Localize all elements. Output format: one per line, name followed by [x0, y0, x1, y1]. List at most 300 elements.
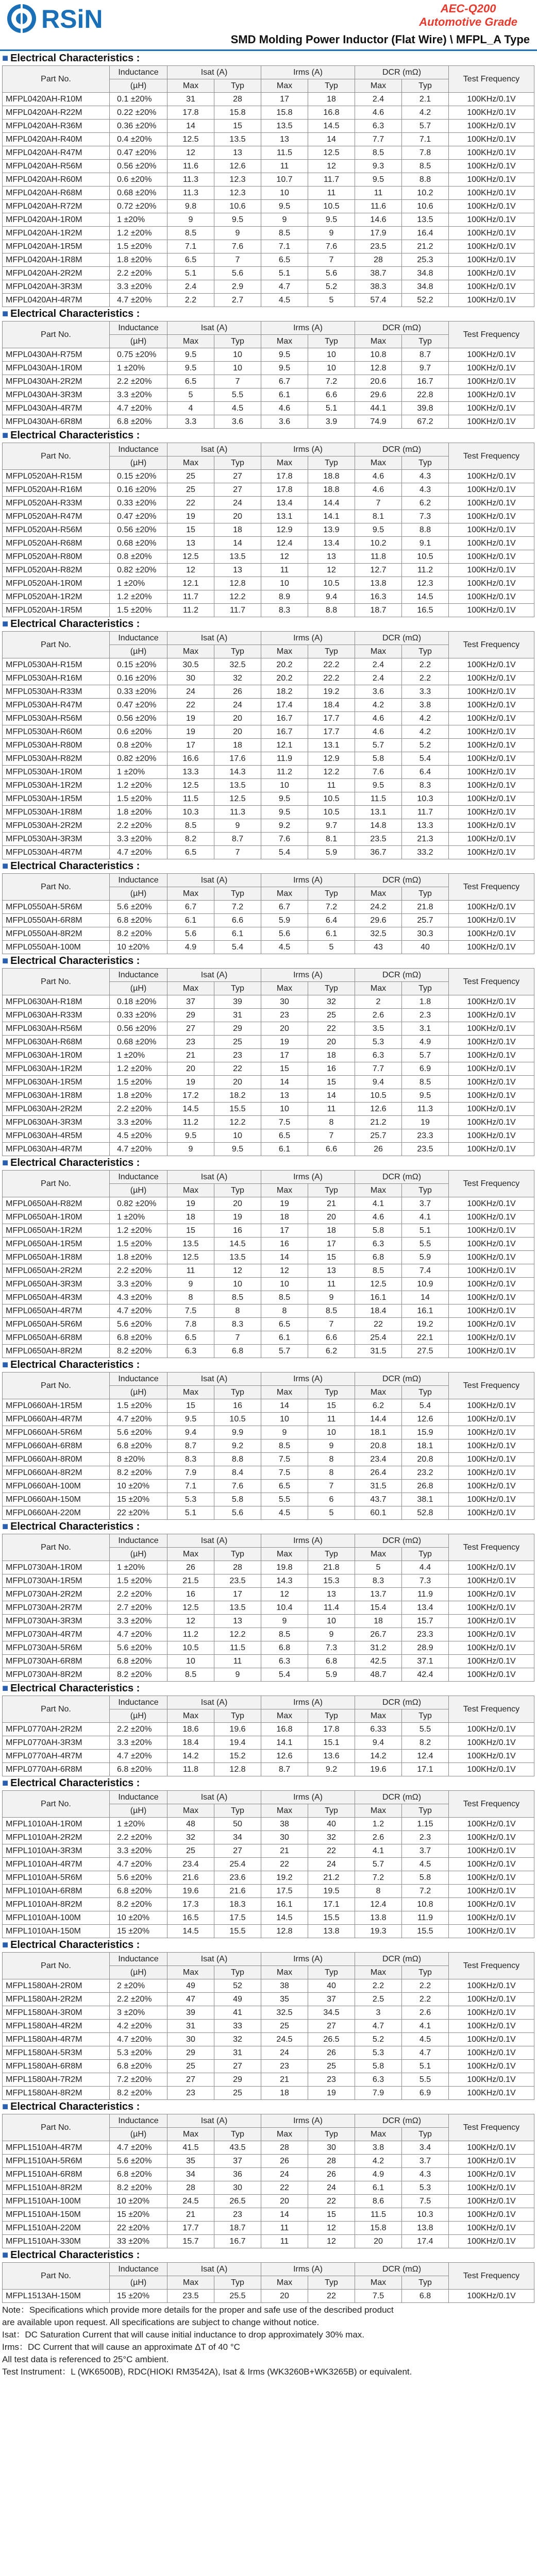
table-cell: 100KHz/0.1V	[449, 1049, 534, 1062]
table-cell: 22.2	[308, 672, 355, 685]
typ-header: Typ	[402, 2128, 449, 2141]
table-cell: 5.9	[261, 914, 308, 927]
table-cell: 5.4	[402, 1399, 449, 1413]
table-cell: 7	[214, 1331, 261, 1345]
table-cell: 19	[167, 1197, 214, 1211]
table-cell: 4.7	[402, 2046, 449, 2060]
table-cell: 6.8	[355, 1251, 402, 1264]
table-cell: 3.4	[402, 2141, 449, 2155]
table-cell: 6.8 ±20%	[110, 1763, 167, 1776]
table-cell: 10.3	[402, 2208, 449, 2222]
table-cell: 28	[214, 93, 261, 106]
electrical-characteristics-table	[2, 1952, 534, 2100]
test-frequency-header: Test Frequency	[449, 632, 534, 658]
table-cell: 11.4	[308, 1601, 355, 1615]
table-row	[3, 590, 534, 604]
table-cell: 12	[308, 564, 355, 577]
table-cell: 5.6 ±20%	[110, 1318, 167, 1331]
table-cell: 17.9	[355, 227, 402, 240]
table-cell: 31.5	[355, 1480, 402, 1493]
max-header: Max	[167, 1709, 214, 1723]
table-row	[3, 1304, 534, 1318]
table-row	[3, 470, 534, 483]
table-cell: 31	[167, 2020, 214, 2033]
table-cell: 5.4	[214, 941, 261, 954]
typ-header: Typ	[402, 456, 449, 470]
table-cell: 0.8 ±20%	[110, 739, 167, 752]
table-cell: 22.1	[402, 1331, 449, 1345]
table-cell: 12.6	[214, 160, 261, 173]
max-header: Max	[167, 1804, 214, 1818]
table-cell: 6.6	[214, 914, 261, 927]
table-cell: 19	[167, 1076, 214, 1089]
table-cell: 14.5	[402, 590, 449, 604]
table-cell: 22	[261, 1858, 308, 1871]
part-no-header: Part No.	[3, 1534, 110, 1561]
table-cell: 16.7	[402, 375, 449, 388]
table-cell: 100KHz/0.1V	[449, 200, 534, 213]
table-cell: 6.8 ±20%	[110, 415, 167, 429]
table-cell: 6.8 ±20%	[110, 1331, 167, 1345]
table-row	[3, 2195, 534, 2208]
table-cell: MFPL0420AH-3R3M	[3, 280, 110, 294]
table-cell: 25	[167, 470, 214, 483]
table-cell: MFPL0420AH-R72M	[3, 200, 110, 213]
table-cell: MFPL0770AH-4R7M	[3, 1750, 110, 1763]
table-cell: 18.7	[355, 604, 402, 617]
sections-container	[0, 52, 537, 2378]
table-cell: 10	[214, 1278, 261, 1291]
table-cell: MFPL0420AH-R56M	[3, 160, 110, 173]
table-cell: 13.8	[355, 1911, 402, 1925]
table-cell: 5.2	[308, 280, 355, 294]
table-cell: 24	[261, 2168, 308, 2181]
table-cell: 7.6	[214, 1480, 261, 1493]
table-cell: 17	[261, 1049, 308, 1062]
isat-header: Isat (A)	[167, 1534, 261, 1548]
table-cell: 13	[261, 1089, 308, 1103]
table-cell: 12	[308, 2235, 355, 2248]
table-cell: 5.3	[355, 2046, 402, 2060]
table-cell: 22	[308, 1844, 355, 1858]
typ-header: Typ	[402, 79, 449, 93]
table-cell: 100KHz/0.1V	[449, 1979, 534, 1993]
table-cell: 2.3	[402, 1009, 449, 1022]
table-cell: 12	[167, 1615, 214, 1628]
bullet-icon: ■	[2, 618, 9, 630]
table-cell: 12.4	[355, 1898, 402, 1911]
table-cell: 2.2 ±20%	[110, 1831, 167, 1844]
table-cell: 2.2	[402, 672, 449, 685]
table-cell: 100KHz/0.1V	[449, 792, 534, 806]
table-row	[3, 1628, 534, 1641]
table-row	[3, 1076, 534, 1089]
table-cell: 4.6	[355, 1211, 402, 1224]
max-header: Max	[261, 982, 308, 995]
table-cell: 15.1	[308, 1736, 355, 1750]
table-cell: 0.72 ±20%	[110, 200, 167, 213]
table-cell: MFPL1510AH-330M	[3, 2235, 110, 2248]
table-cell: 4.5	[261, 294, 308, 307]
table-cell: MFPL0420AH-R22M	[3, 106, 110, 120]
table-cell: MFPL1513AH-150M	[3, 2290, 110, 2303]
isat-header: Isat (A)	[167, 2114, 261, 2128]
table-cell: 26	[261, 2155, 308, 2168]
table-cell: 28.9	[402, 1641, 449, 1655]
table-cell: 6.8	[261, 1641, 308, 1655]
table-cell: 0.75 ±20%	[110, 348, 167, 362]
table-cell: 19	[214, 1211, 261, 1224]
table-cell: 1 ±20%	[110, 1049, 167, 1062]
table-cell: 11.2	[402, 564, 449, 577]
table-cell: 25	[167, 2060, 214, 2073]
table-cell: 7.6	[308, 240, 355, 253]
table-row	[3, 1116, 534, 1129]
table-cell: 18.3	[214, 1898, 261, 1911]
table-cell: 8.5	[355, 1264, 402, 1278]
table-cell: 100KHz/0.1V	[449, 739, 534, 752]
table-cell: 14.8	[355, 819, 402, 833]
table-cell: 5.5	[402, 1238, 449, 1251]
table-cell: 4.6	[355, 483, 402, 497]
table-cell: 7.5	[261, 1466, 308, 1480]
table-cell: 32	[214, 2033, 261, 2046]
table-cell: 29	[167, 2046, 214, 2060]
table-row	[3, 1036, 534, 1049]
table-row	[3, 1318, 534, 1331]
table-cell: 15.5	[308, 1911, 355, 1925]
section-title	[2, 954, 535, 968]
part-no-header: Part No.	[3, 1953, 110, 1979]
typ-header: Typ	[402, 1184, 449, 1197]
table-cell: 6.2	[355, 1399, 402, 1413]
table-cell: 7.2	[355, 1871, 402, 1885]
table-cell: 41.5	[167, 2141, 214, 2155]
table-cell: 4.7 ±20%	[110, 294, 167, 307]
table-cell: 100KHz/0.1V	[449, 537, 534, 550]
table-cell: 2.2 ±20%	[110, 1993, 167, 2006]
table-row	[3, 1858, 534, 1871]
irms-header: Irms (A)	[261, 1171, 355, 1184]
table-row	[3, 1844, 534, 1858]
table-cell: 2.2 ±20%	[110, 375, 167, 388]
table-cell: MFPL1010AH-6R8M	[3, 1885, 110, 1898]
part-no-header: Part No.	[3, 2114, 110, 2141]
table-row	[3, 1439, 534, 1453]
table-cell: 30.3	[402, 927, 449, 941]
max-header: Max	[355, 79, 402, 93]
table-cell: 9	[261, 213, 308, 227]
table-cell: 10.5	[214, 1413, 261, 1426]
table-cell: 100KHz/0.1V	[449, 685, 534, 699]
table-cell: 24	[167, 685, 214, 699]
table-cell: 12.3	[214, 173, 261, 187]
table-row	[3, 941, 534, 954]
table-cell: 21.6	[214, 1885, 261, 1898]
table-cell: 4.5	[402, 1858, 449, 1871]
table-cell: 32	[308, 1831, 355, 1844]
table-row	[3, 1668, 534, 1682]
table-cell: 10	[261, 1413, 308, 1426]
typ-header: Typ	[308, 2128, 355, 2141]
typ-header: Typ	[402, 1804, 449, 1818]
table-cell: 23.5	[167, 2290, 214, 2303]
table-cell: 33.2	[402, 846, 449, 859]
table-cell: 100KHz/0.1V	[449, 146, 534, 160]
table-cell: MFPL0420AH-R40M	[3, 133, 110, 146]
table-cell: 26	[167, 1561, 214, 1574]
table-cell: 20	[214, 1076, 261, 1089]
section-title-text: Electrical Characteristics :	[10, 1359, 140, 1370]
section-title	[2, 1520, 535, 1534]
table-cell: 35	[261, 1993, 308, 2006]
table-cell: 100KHz/0.1V	[449, 402, 534, 415]
table-cell: 20.2	[261, 658, 308, 672]
table-cell: 23	[261, 2060, 308, 2073]
table-cell: 100KHz/0.1V	[449, 415, 534, 429]
table-row	[3, 1426, 534, 1439]
table-cell: 8.2 ±20%	[110, 1466, 167, 1480]
table-cell: 19.2	[308, 685, 355, 699]
table-cell: 60.1	[355, 1506, 402, 1520]
table-cell: 3.1	[402, 1022, 449, 1036]
table-cell: 11.3	[402, 1103, 449, 1116]
inductance-header: Inductance	[110, 1171, 167, 1184]
table-cell: 0.33 ±20%	[110, 497, 167, 510]
table-cell: 20.6	[355, 375, 402, 388]
inductance-header: Inductance	[110, 969, 167, 982]
notes-block	[2, 2304, 535, 2378]
table-cell: MFPL1010AH-100M	[3, 1911, 110, 1925]
table-cell: 17.8	[261, 483, 308, 497]
section-title	[2, 859, 535, 873]
table-cell: MFPL0730AH-2R2M	[3, 1588, 110, 1601]
max-header: Max	[261, 1804, 308, 1818]
table-cell: 17	[214, 1588, 261, 1601]
table-cell: 8.5	[261, 1439, 308, 1453]
irms-header: Irms (A)	[261, 443, 355, 456]
table-cell: MFPL0430AH-6R8M	[3, 415, 110, 429]
table-cell: 16.3	[355, 590, 402, 604]
max-header: Max	[355, 1184, 402, 1197]
typ-header: Typ	[308, 1184, 355, 1197]
table-cell: 6.5	[167, 253, 214, 267]
table-cell: 100KHz/0.1V	[449, 1103, 534, 1116]
table-cell: 100KHz/0.1V	[449, 2020, 534, 2033]
table-cell: 27	[214, 1844, 261, 1858]
table-cell: 11	[308, 779, 355, 792]
table-cell: 4.2	[402, 106, 449, 120]
table-cell: 21	[167, 1049, 214, 1062]
electrical-characteristics-table	[2, 2262, 534, 2303]
table-cell: 13.1	[308, 739, 355, 752]
table-cell: 24	[308, 2181, 355, 2195]
table-cell: 8.1	[355, 510, 402, 523]
table-cell: 5.3	[402, 2181, 449, 2195]
table-cell: 5.8	[214, 1493, 261, 1506]
table-cell: 100KHz/0.1V	[449, 927, 534, 941]
table-cell: 34.5	[308, 2006, 355, 2020]
table-cell: 13.1	[261, 510, 308, 523]
typ-header: Typ	[308, 1804, 355, 1818]
table-cell: 19	[261, 1197, 308, 1211]
table-cell: 16.1	[355, 1291, 402, 1304]
table-cell: MFPL0730AH-5R6M	[3, 1641, 110, 1655]
table-cell: 100KHz/0.1V	[449, 1668, 534, 1682]
max-header: Max	[355, 335, 402, 348]
table-cell: MFPL0650AH-8R2M	[3, 1345, 110, 1358]
table-cell: 23.4	[167, 1858, 214, 1871]
table-cell: 10	[308, 1615, 355, 1628]
table-cell: 6.1	[261, 1143, 308, 1156]
table-cell: 9.5	[355, 523, 402, 537]
table-cell: 14	[167, 120, 214, 133]
section-title-text: Electrical Characteristics :	[10, 2101, 140, 2112]
table-row	[3, 752, 534, 766]
table-cell: 36	[214, 2168, 261, 2181]
table-row	[3, 106, 534, 120]
table-cell: 15.8	[355, 2222, 402, 2235]
table-row	[3, 173, 534, 187]
max-header: Max	[167, 645, 214, 658]
electrical-characteristics-table	[2, 321, 534, 429]
table-cell: MFPL0530AH-R82M	[3, 752, 110, 766]
table-row	[3, 2060, 534, 2073]
table-cell: 8.7	[261, 1763, 308, 1776]
table-cell: 4.7 ±20%	[110, 2033, 167, 2046]
table-cell: 100KHz/0.1V	[449, 483, 534, 497]
table-cell: 24	[261, 2046, 308, 2060]
inductance-header: Inductance	[110, 2263, 167, 2276]
table-cell: 21.8	[402, 901, 449, 914]
table-cell: 100KHz/0.1V	[449, 1763, 534, 1776]
table-cell: 9.5	[355, 173, 402, 187]
table-cell: 15.2	[214, 1750, 261, 1763]
table-cell: 8.2 ±20%	[110, 2087, 167, 2100]
table-cell: 8.8	[308, 604, 355, 617]
table-cell: 25.7	[402, 914, 449, 927]
table-cell: 100KHz/0.1V	[449, 1076, 534, 1089]
table-row	[3, 388, 534, 402]
table-cell: 17.8	[167, 106, 214, 120]
section-title-text: Electrical Characteristics :	[10, 955, 140, 967]
table-cell: 1.5 ±20%	[110, 1399, 167, 1413]
max-header: Max	[167, 2276, 214, 2290]
table-cell: 0.47 ±20%	[110, 510, 167, 523]
table-cell: 25	[214, 1036, 261, 1049]
max-header: Max	[355, 1709, 402, 1723]
table-cell: 11.6	[355, 200, 402, 213]
table-cell: 5.3 ±20%	[110, 2046, 167, 2060]
table-cell: 23.3	[402, 1129, 449, 1143]
max-header: Max	[261, 1548, 308, 1561]
inductance-header: Inductance	[110, 443, 167, 456]
section-title	[2, 2100, 535, 2114]
table-cell: MFPL0530AH-3R3M	[3, 833, 110, 846]
table-cell: 10	[308, 1426, 355, 1439]
table-cell: 8.8	[402, 523, 449, 537]
table-cell: MFPL0650AH-1R0M	[3, 1211, 110, 1224]
table-cell: 21	[261, 2073, 308, 2087]
table-cell: 2.4	[355, 93, 402, 106]
note-line: Irms：DC Current that will cause an approximate ΔT of 40 °C	[2, 2342, 240, 2352]
table-cell: MFPL0420AH-R47M	[3, 146, 110, 160]
table-cell: 11.2	[167, 1628, 214, 1641]
table-cell: 0.36 ±20%	[110, 120, 167, 133]
test-frequency-header: Test Frequency	[449, 1171, 534, 1197]
table-cell: MFPL0550AH-8R2M	[3, 927, 110, 941]
table-cell: 2.1	[402, 93, 449, 106]
table-cell: 0.82 ±20%	[110, 564, 167, 577]
table-cell: 5.4	[402, 752, 449, 766]
table-cell: MFPL0650AH-4R7M	[3, 1304, 110, 1318]
table-cell: 20.8	[402, 1453, 449, 1466]
table-row	[3, 1763, 534, 1776]
table-cell: 12.5	[167, 779, 214, 792]
section-title	[2, 307, 535, 321]
section-title-text: Electrical Characteristics :	[10, 53, 140, 64]
table-cell: 9.1	[402, 537, 449, 550]
table-cell: 0.56 ±20%	[110, 712, 167, 725]
table-cell: 23.5	[355, 833, 402, 846]
table-row	[3, 200, 534, 213]
table-cell: 16.5	[402, 604, 449, 617]
part-no-header: Part No.	[3, 874, 110, 901]
table-cell: 12	[167, 564, 214, 577]
table-cell: MFPL0520AH-R56M	[3, 523, 110, 537]
table-cell: 32	[308, 995, 355, 1009]
table-cell: 100KHz/0.1V	[449, 294, 534, 307]
table-cell: 3.3	[402, 685, 449, 699]
table-cell: 7.8	[402, 146, 449, 160]
bullet-icon: ■	[2, 2101, 9, 2112]
typ-header: Typ	[214, 335, 261, 348]
table-cell: 12.2	[214, 1116, 261, 1129]
table-cell: 12.1	[167, 577, 214, 590]
part-no-header: Part No.	[3, 969, 110, 995]
inductance-header: Inductance	[110, 1534, 167, 1548]
section-title	[2, 1358, 535, 1372]
table-cell: 6.3	[261, 1655, 308, 1668]
table-cell: 43	[355, 941, 402, 954]
table-row	[3, 2087, 534, 2100]
table-cell: 10	[261, 187, 308, 200]
table-cell: 100KHz/0.1V	[449, 1116, 534, 1129]
table-cell: 5.5	[261, 1493, 308, 1506]
table-row	[3, 1224, 534, 1238]
typ-header: Typ	[308, 1709, 355, 1723]
table-row	[3, 375, 534, 388]
table-row	[3, 362, 534, 375]
table-cell: 10	[261, 1278, 308, 1291]
table-cell: 2.7	[214, 294, 261, 307]
table-cell: 3.3	[167, 415, 214, 429]
table-cell: 18.2	[261, 685, 308, 699]
note-line: Isat：DC Saturation Current that will cause initial inductance to drop approximately 30% max.	[2, 2330, 365, 2340]
isat-header: Isat (A)	[167, 1696, 261, 1709]
table-cell: 15	[167, 1399, 214, 1413]
table-cell: 6.8 ±20%	[110, 1885, 167, 1898]
table-cell: MFPL0430AH-3R3M	[3, 388, 110, 402]
table-cell: 14.5	[261, 1911, 308, 1925]
table-cell: 18	[308, 1224, 355, 1238]
table-cell: 24.5	[261, 2033, 308, 2046]
table-cell: 9.5	[402, 1089, 449, 1103]
table-cell: 11.7	[167, 590, 214, 604]
typ-header: Typ	[214, 456, 261, 470]
table-cell: 8.6	[355, 2195, 402, 2208]
table-cell: 10.5	[355, 1089, 402, 1103]
